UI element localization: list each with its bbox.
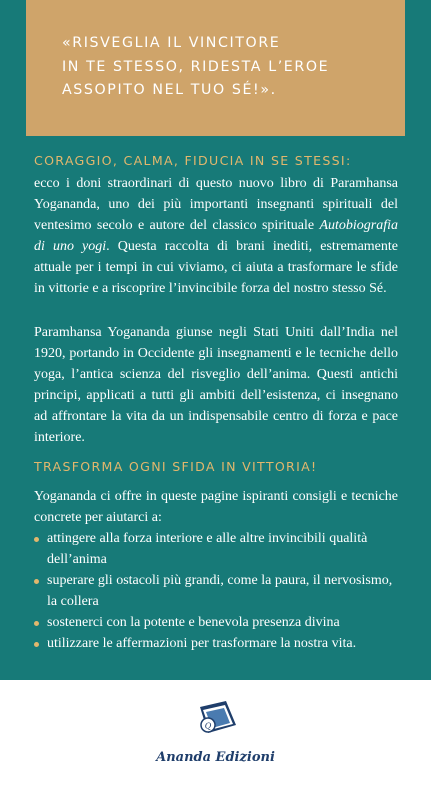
section-heading-transform: TRASFORMA OGNI SFIDA IN VITTORIA! [34,459,318,474]
footer [0,680,431,800]
svg-text:Q: Q [204,721,211,731]
list-item: utilizzare le affermazioni per trasformare la nostra vita. [34,634,404,655]
book-title: Autobiografia di uno yogi [34,217,398,254]
quote-box [26,0,405,136]
list-intro: Yogananda ci offre in queste pagine ispiranti consigli e tecniche concrete per aiutarci a: [34,489,398,525]
publisher-logo [0,695,431,765]
list-item: superare gli ostacoli più grandi, come la paura, il nervosismo, la collera [34,571,404,613]
intro-paragraph [34,174,398,299]
book-icon [186,695,246,745]
section-heading-courage: CORAGGIO, CALMA, FIDUCIA IN SE STESSI: [34,153,352,168]
list-item: sostenerci con la potente e benevola presenza divina [34,613,404,634]
list-item: attingere alla forza interiore e alle altre invincibili qualità dell’anima [34,529,404,571]
quote-line-2: IN TE STESSO, RIDESTA L’EROE [62,58,330,75]
intro-text-end: . Questa raccolta di brani inediti, estremamente attuale per i tempi in cui viviamo, ci aiuta a trasformare le sfide in vittorie e a riscoprire l’invincibile forza del nostro stesso Sé. [34,238,399,296]
quote-line-1: «RISVEGLIA IL VINCITORE [62,35,281,51]
benefit-list [34,529,404,654]
intro-text-start: ecco i doni straordinari di questo nuovo libro di Paramhansa Yogananda, uno dei più importanti insegnanti spirituali del ventesimo secolo e autore del classico spirituale [34,176,398,233]
publisher-name: Ananda Edizioni [156,750,275,765]
quote-line-3: ASSOPITO NEL TUO SÉ!». [62,82,277,98]
history-paragraph: Paramhansa Yogananda giunse negli Stati Uniti dall’India nel 1920, portando in Occidente gli insegnamenti e le tecniche dello yoga, l’antica scienza del risveglio dell’anima. Questi antichi principi, applicati a tutti gli ambiti dell’esistenza, ci insegnano ad affrontare la vita da un indispensabile centro di forza e pace interiore. [34,325,398,445]
quote-text [62,32,391,103]
